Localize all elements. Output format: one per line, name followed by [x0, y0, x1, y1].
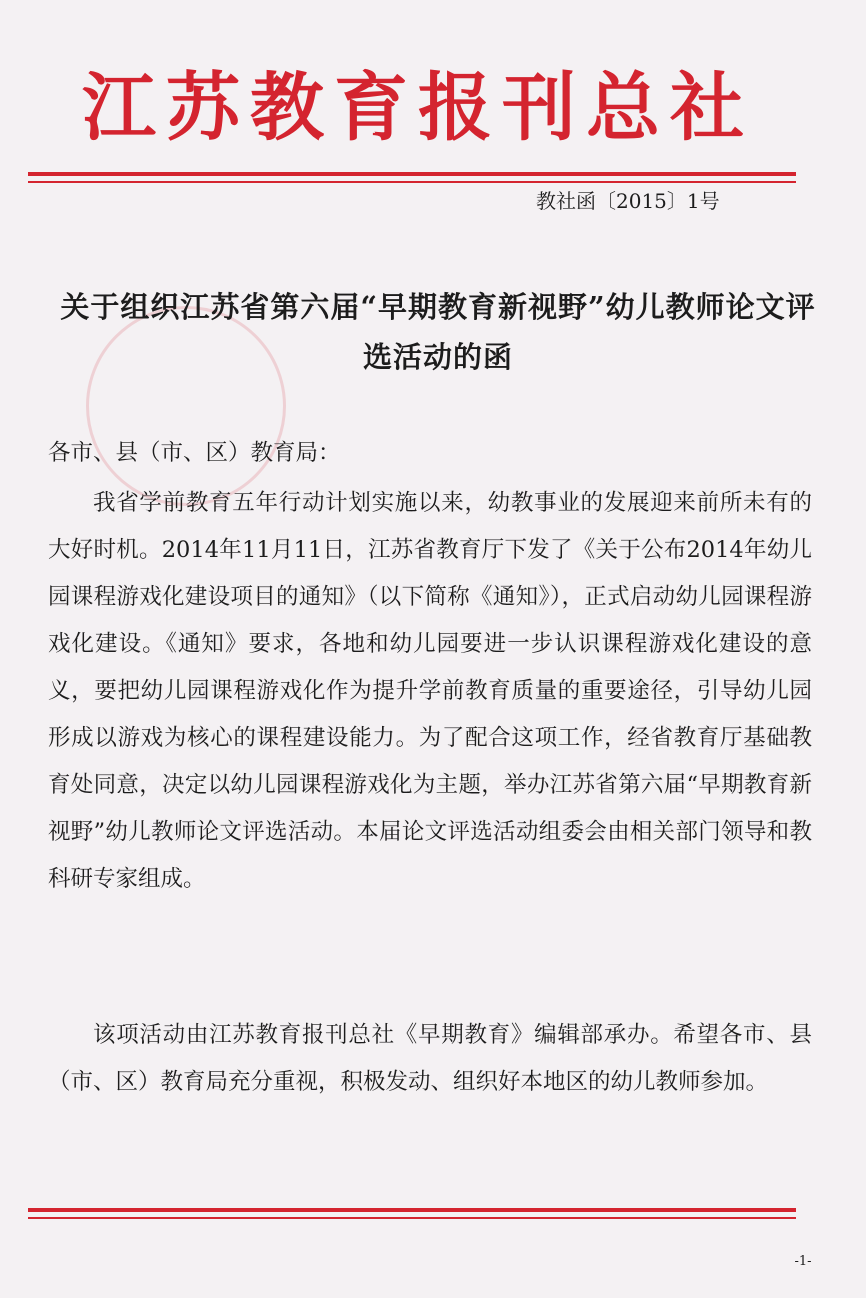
letterhead-title: 江苏教育报刊总社 — [82, 65, 754, 151]
document-title: 关于组织江苏省第六届“早期教育新视野”幼儿教师论文评选活动的函 — [60, 290, 816, 374]
body-paragraph: 该项活动由江苏教育报刊总社《早期教育》编辑部承办。希望各市、县（市、区）教育局充分重视，积极发动、组织好本地区的幼儿教师参加。 — [48, 1022, 812, 1095]
body-paragraph: 我省学前教育五年行动计划实施以来，幼教事业的发展迎来前所未有的大好时机。2014年11月11日，江苏省教育厅下发了《关于公布2014年幼儿园课程游戏化建设项目的通知》（以下简称《通知》），正式启动幼儿园课程游戏化建设。《通知》要求，各地和幼儿园要进一步认识课程游戏化建设的意义，要把幼儿园课程游戏化作为提升学前教育质量的重要途径，引导幼儿园形成以游戏为核心的课程建设能力。为了配合这项工作，经省教育厅基础教育处同意，决定以幼儿园课程游戏化为主题，举办江苏省第六届“早期教育新视野”幼儿教师论文评选活动。本届论文评选活动组委会由相关部门领导和教科研专家组成。 — [48, 490, 812, 892]
addressee: 各市、县（市、区）教育局： — [48, 440, 341, 466]
letterhead-rule-thick — [28, 172, 796, 176]
footer-rule-thick — [28, 1208, 796, 1212]
page-number: -1- — [794, 1254, 812, 1269]
letterhead-rule-thin — [28, 181, 796, 183]
document-number: 教社函〔2015〕1号 — [536, 189, 720, 213]
footer-rule-thin — [28, 1217, 796, 1219]
